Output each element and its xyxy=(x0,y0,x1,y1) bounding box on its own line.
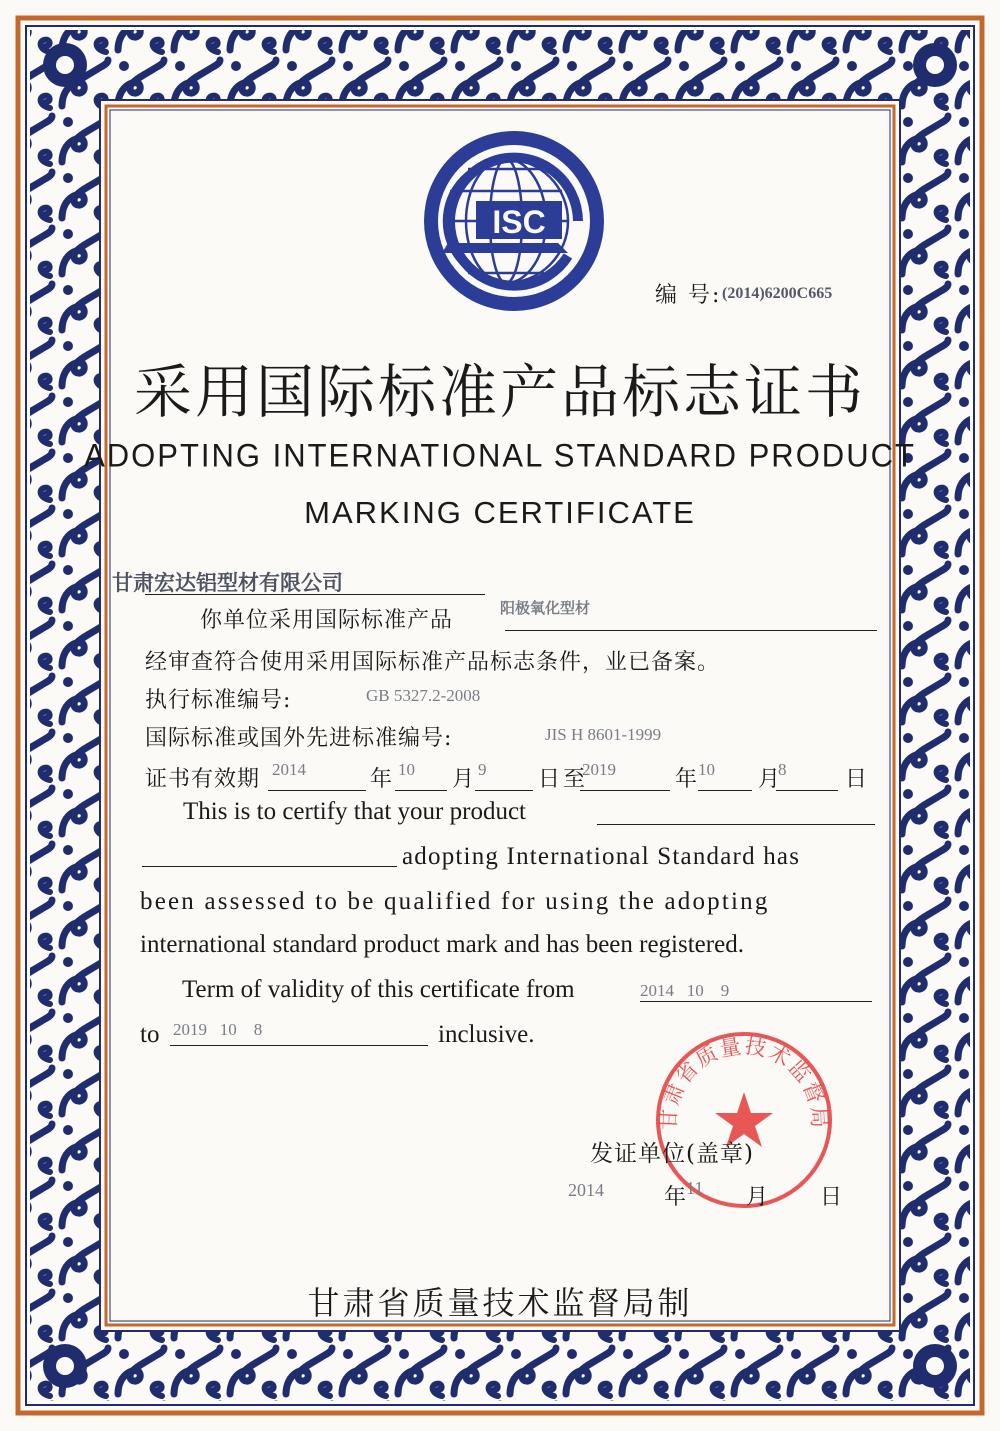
year-char: 年 xyxy=(675,767,699,792)
year-char: 年 xyxy=(370,767,394,792)
en-line3: been assessed to be qualified for using the adopting xyxy=(140,888,770,915)
to-char: 至 xyxy=(563,767,587,792)
title-english-line2: MARKING CERTIFICATE xyxy=(304,495,696,530)
underline xyxy=(475,790,533,791)
underline xyxy=(395,790,447,791)
underline xyxy=(142,866,397,867)
globe-isc-logo-icon xyxy=(418,125,610,317)
term-to-value: 2019 10 8 xyxy=(173,1020,263,1039)
from-day: 9 xyxy=(478,760,487,779)
from-month: 10 xyxy=(398,760,415,779)
company-name: 甘肃宏达铝型材有限公司 xyxy=(112,571,343,595)
product-name: 阳极氧化型材 xyxy=(500,599,591,617)
cn-line2: 经审查符合使用采用国际标准产品标志条件，业已备案。 xyxy=(145,650,721,675)
footer-issuer: 甘肃省质量技术监督局制 xyxy=(307,1284,693,1322)
serial-value: (2014)6200C665 xyxy=(722,285,833,302)
issue-month: 11 xyxy=(686,1178,704,1198)
exec-standard-label: 执行标准编号: xyxy=(145,688,292,713)
day-char: 日 xyxy=(538,767,562,792)
underline xyxy=(776,790,838,791)
issue-year: 2014 xyxy=(568,1180,604,1200)
underline xyxy=(268,790,366,791)
month-char: 月 xyxy=(452,767,476,792)
term-from-value: 2014 10 9 xyxy=(640,981,730,1000)
serial-label: 编 号: xyxy=(655,283,722,308)
to-year: 2019 xyxy=(582,760,616,779)
underline xyxy=(597,824,875,825)
month-char: 月 xyxy=(758,767,782,792)
to-month: 10 xyxy=(698,760,715,779)
seal-text: 甘肃省质量技术监督局 xyxy=(656,1033,832,1131)
intl-standard-label: 国际标准或国外先进标准编号: xyxy=(145,726,453,751)
to-day: 8 xyxy=(778,760,787,779)
underline xyxy=(698,790,752,791)
issue-year-char: 年 xyxy=(664,1185,688,1210)
day-char: 日 xyxy=(845,767,869,792)
intl-standard-value: JIS H 8601-1999 xyxy=(545,725,662,744)
exec-standard-value: GB 5327.2-2008 xyxy=(366,686,481,705)
underline xyxy=(640,1001,872,1002)
inclusive-text: inclusive. xyxy=(438,1021,535,1048)
issue-day-char: 日 xyxy=(820,1185,844,1210)
term-to-label: to xyxy=(140,1021,160,1048)
issuer-label: 发证单位(盖章) xyxy=(590,1141,754,1167)
en-line2: adopting International Standard has xyxy=(402,843,801,870)
title-chinese: 采用国际标准产品标志证书 xyxy=(133,358,866,426)
validity-label: 证书有效期 xyxy=(145,767,261,792)
underline xyxy=(580,790,670,791)
title-english-line1: ADOPTING INTERNATIONAL STANDARD PRODUCT xyxy=(84,437,916,474)
from-year: 2014 xyxy=(272,760,306,779)
en-line1: This is to certify that your product xyxy=(183,798,526,825)
logo-text: ISC xyxy=(492,204,546,240)
underline xyxy=(170,1045,428,1046)
cn-line1: 你单位采用国际标准产品 xyxy=(200,608,454,633)
en-line4: international standard product mark and has been registered. xyxy=(140,931,744,958)
term-label: Term of validity of this certificate from xyxy=(182,976,575,1003)
company-underline xyxy=(145,594,485,595)
issue-month-char: 月 xyxy=(746,1185,770,1210)
product-underline xyxy=(505,630,877,631)
